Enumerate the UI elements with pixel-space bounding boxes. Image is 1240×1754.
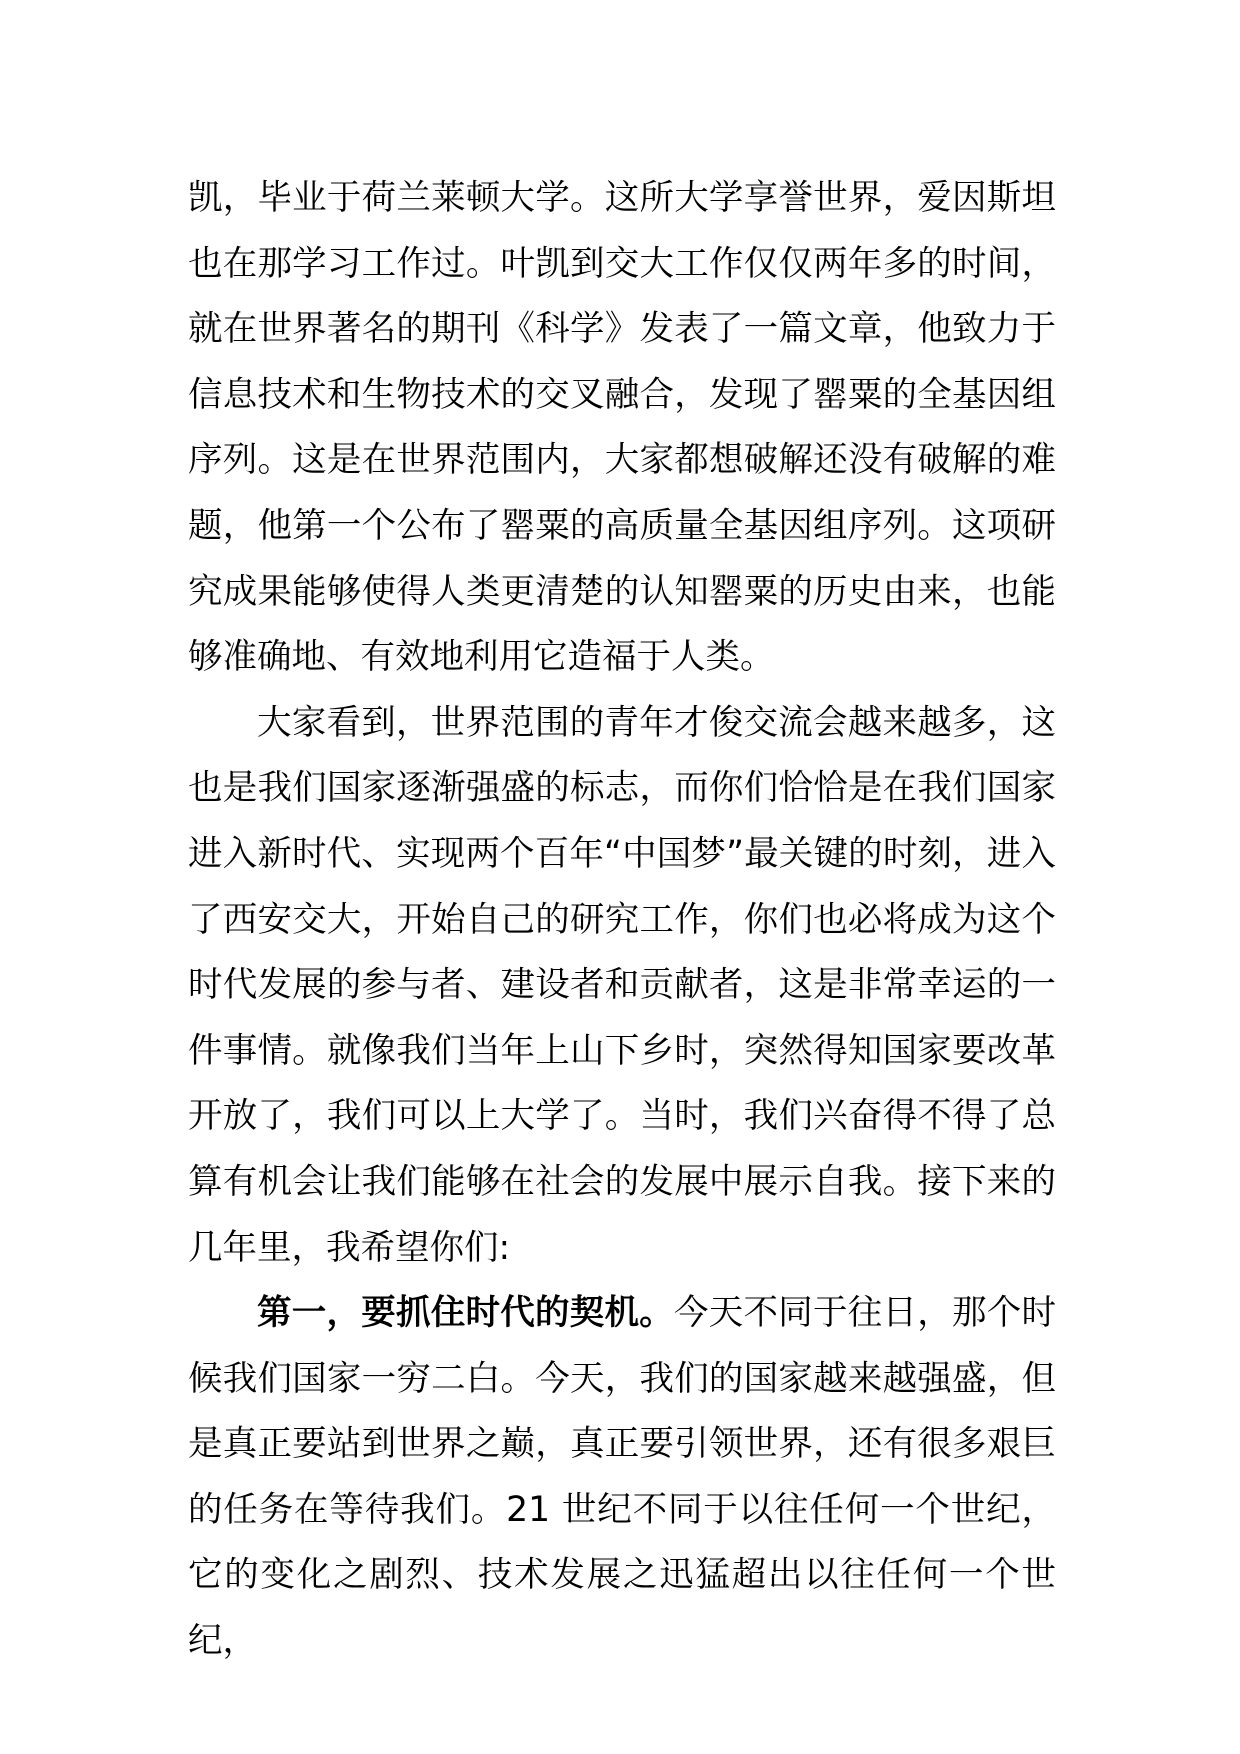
paragraph-first-point <box>188 1281 1056 1675</box>
point-heading: 第一，要抓住时代的契机。 <box>257 1293 674 1334</box>
paragraph-continued: 凯，毕业于荷兰莱顿大学。这所大学享誉世界，爱因斯坦也在那学习工作过。叶凯到交大工作仅仅两年多的时间，就在世界著名的期刊《科学》发表了一篇文章，他致力于信息技术和生物技术的交叉融合，发现了罂粟的全基因组序列。这是在世界范围内，大家都想破解还没有破解的难题，他第一个公布了罂粟的高质量全基因组序列。这项研究成果能够使得人类更清楚的认知罂粟的历史由来，也能够准确地、有效地利用它造福于人类。 <box>188 178 1056 678</box>
document-page <box>188 166 1056 1675</box>
paragraph-youth-exchange: 大家看到，世界范围的青年才俊交流会越来越多，这也是我们国家逐渐强盛的标志，而你们恰恰是在我们国家进入新时代、实现两个百年“中国梦”最关键的时刻，进入了西安交大，开始自己的研究工作，你们也必将成为这个时代发展的参与者、建设者和贡献者，这是非常幸运的一件事情。就像我们当年上山下乡时，突然得知国家要改革开放了，我们可以上大学了。当时，我们兴奋得不得了总算有机会让我们能够在社会的发展中展示自我。接下来的几年里，我希望你们: <box>188 702 1056 1268</box>
point-body: 今天不同于往日，那个时候我们国家一穷二白。今天，我们的国家越来越强盛，但是真正要站到世界之巅，真正要引领世界，还有很多艰巨的任务在等待我们。21 世纪不同于以往任何一个世纪，它的变化之剧烈、技术发展之迅猛超出以往任何一个世纪， <box>188 1293 1056 1662</box>
